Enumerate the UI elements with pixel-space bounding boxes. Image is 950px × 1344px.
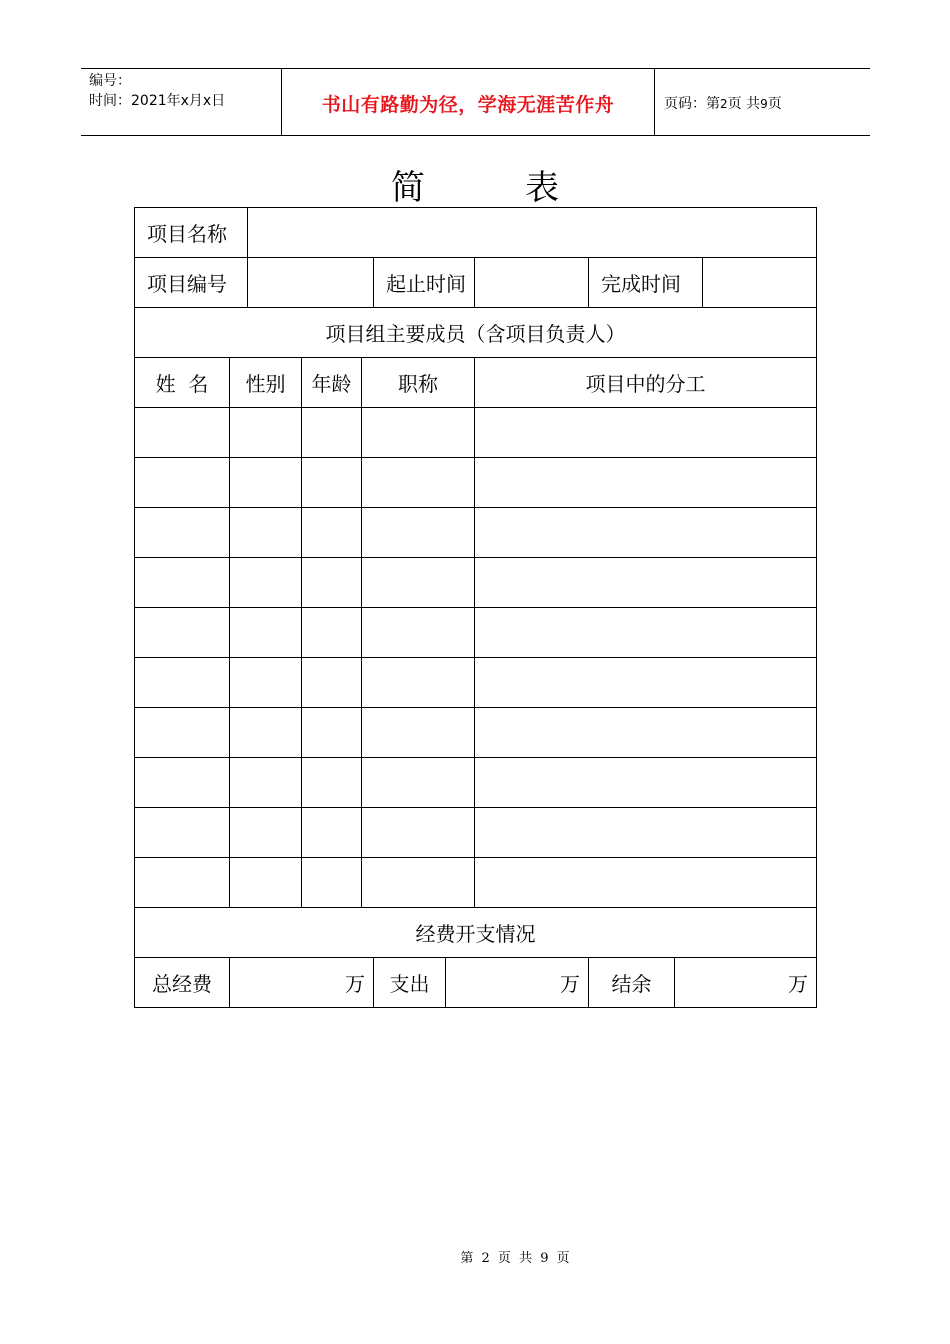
header-bottom-rule bbox=[81, 135, 870, 136]
expense-label: 支出 bbox=[374, 958, 446, 1008]
member-row bbox=[135, 858, 817, 908]
project-name-label: 项目名称 bbox=[135, 208, 248, 258]
member-gender-cell[interactable] bbox=[230, 708, 302, 758]
member-role-cell[interactable] bbox=[475, 408, 817, 458]
funding-section-heading: 经费开支情况 bbox=[135, 908, 817, 958]
member-row bbox=[135, 708, 817, 758]
member-row bbox=[135, 408, 817, 458]
page-prefix: 页码：第 bbox=[664, 96, 720, 112]
document-date-label: 时间：2021年x月x日 bbox=[89, 93, 226, 109]
column-gender: 性别 bbox=[230, 358, 302, 408]
member-name-cell[interactable] bbox=[135, 758, 230, 808]
member-row bbox=[135, 758, 817, 808]
member-row bbox=[135, 658, 817, 708]
document-title: 简表 bbox=[391, 168, 659, 208]
members-section-row bbox=[135, 308, 817, 358]
member-row bbox=[135, 558, 817, 608]
member-gender-cell[interactable] bbox=[230, 558, 302, 608]
member-name-cell[interactable] bbox=[135, 658, 230, 708]
member-title-cell[interactable] bbox=[362, 458, 475, 508]
member-title-cell[interactable] bbox=[362, 658, 475, 708]
member-name-cell[interactable] bbox=[135, 858, 230, 908]
project-summary-form bbox=[134, 207, 817, 1008]
project-number-label: 项目编号 bbox=[135, 258, 248, 308]
page-footer: 第 2 页 共 9 页 bbox=[460, 1251, 570, 1266]
member-gender-cell[interactable] bbox=[230, 408, 302, 458]
member-gender-cell[interactable] bbox=[230, 858, 302, 908]
page-suffix: 页 bbox=[767, 96, 782, 112]
member-title-cell[interactable] bbox=[362, 758, 475, 808]
member-age-cell[interactable] bbox=[302, 458, 362, 508]
completion-label: 完成时间 bbox=[589, 258, 703, 308]
member-role-cell[interactable] bbox=[475, 758, 817, 808]
member-title-cell[interactable] bbox=[362, 408, 475, 458]
member-title-cell[interactable] bbox=[362, 608, 475, 658]
balance-field[interactable] bbox=[675, 958, 817, 1008]
member-role-cell[interactable] bbox=[475, 858, 817, 908]
member-gender-cell[interactable] bbox=[230, 458, 302, 508]
project-number-field[interactable] bbox=[248, 258, 374, 308]
funding-section-row bbox=[135, 908, 817, 958]
member-gender-cell[interactable] bbox=[230, 658, 302, 708]
member-age-cell[interactable] bbox=[302, 808, 362, 858]
project-name-row bbox=[135, 208, 817, 258]
members-section-heading: 项目组主要成员（含项目负责人） bbox=[135, 308, 817, 358]
member-name-cell[interactable] bbox=[135, 708, 230, 758]
expense-field[interactable] bbox=[446, 958, 589, 1008]
member-row bbox=[135, 508, 817, 558]
member-role-cell[interactable] bbox=[475, 708, 817, 758]
member-title-cell[interactable] bbox=[362, 808, 475, 858]
member-age-cell[interactable] bbox=[302, 508, 362, 558]
period-field[interactable] bbox=[475, 258, 589, 308]
header-motto: 书山有路勤为径，学海无涯苦作舟 bbox=[321, 94, 615, 116]
member-role-cell[interactable] bbox=[475, 658, 817, 708]
member-gender-cell[interactable] bbox=[230, 758, 302, 808]
header-divider-right bbox=[654, 68, 655, 136]
member-age-cell[interactable] bbox=[302, 608, 362, 658]
member-role-cell[interactable] bbox=[475, 458, 817, 508]
member-name-cell[interactable] bbox=[135, 408, 230, 458]
expense-unit: 万 bbox=[560, 972, 580, 996]
member-title-cell[interactable] bbox=[362, 708, 475, 758]
member-role-cell[interactable] bbox=[475, 808, 817, 858]
total-funding-unit: 万 bbox=[345, 972, 365, 996]
member-role-cell[interactable] bbox=[475, 508, 817, 558]
member-gender-cell[interactable] bbox=[230, 508, 302, 558]
member-age-cell[interactable] bbox=[302, 708, 362, 758]
member-age-cell[interactable] bbox=[302, 408, 362, 458]
project-number-row bbox=[135, 258, 817, 308]
member-title-cell[interactable] bbox=[362, 558, 475, 608]
document-number-label: 编号： bbox=[89, 73, 131, 89]
member-row bbox=[135, 808, 817, 858]
members-header-row bbox=[135, 358, 817, 408]
member-age-cell[interactable] bbox=[302, 658, 362, 708]
period-label: 起止时间 bbox=[374, 258, 475, 308]
member-row bbox=[135, 458, 817, 508]
completion-field[interactable] bbox=[703, 258, 817, 308]
member-row bbox=[135, 608, 817, 658]
page-current: 2 bbox=[720, 97, 728, 111]
balance-unit: 万 bbox=[788, 972, 809, 996]
member-age-cell[interactable] bbox=[302, 558, 362, 608]
total-funding-label: 总经费 bbox=[135, 958, 230, 1008]
member-role-cell[interactable] bbox=[475, 608, 817, 658]
member-gender-cell[interactable] bbox=[230, 608, 302, 658]
column-role: 项目中的分工 bbox=[475, 358, 817, 408]
column-name: 姓 名 bbox=[135, 358, 230, 408]
member-age-cell[interactable] bbox=[302, 758, 362, 808]
balance-label: 结余 bbox=[589, 958, 675, 1008]
header-top-rule bbox=[81, 68, 870, 69]
column-age: 年龄 bbox=[302, 358, 362, 408]
page-total: 9 bbox=[760, 97, 768, 111]
member-name-cell[interactable] bbox=[135, 458, 230, 508]
page-mid: 页 共 bbox=[727, 96, 761, 112]
funding-row bbox=[135, 958, 817, 1008]
member-name-cell[interactable] bbox=[135, 608, 230, 658]
header-meta bbox=[89, 71, 225, 111]
member-gender-cell[interactable] bbox=[230, 808, 302, 858]
project-name-field[interactable] bbox=[248, 208, 817, 258]
member-age-cell[interactable] bbox=[302, 858, 362, 908]
header-page-indicator bbox=[664, 93, 782, 113]
member-title-cell[interactable] bbox=[362, 508, 475, 558]
member-name-cell[interactable] bbox=[135, 558, 230, 608]
total-funding-field[interactable] bbox=[230, 958, 374, 1008]
member-title-cell[interactable] bbox=[362, 858, 475, 908]
member-name-cell[interactable] bbox=[135, 508, 230, 558]
member-role-cell[interactable] bbox=[475, 558, 817, 608]
member-name-cell[interactable] bbox=[135, 808, 230, 858]
column-title: 职称 bbox=[362, 358, 475, 408]
